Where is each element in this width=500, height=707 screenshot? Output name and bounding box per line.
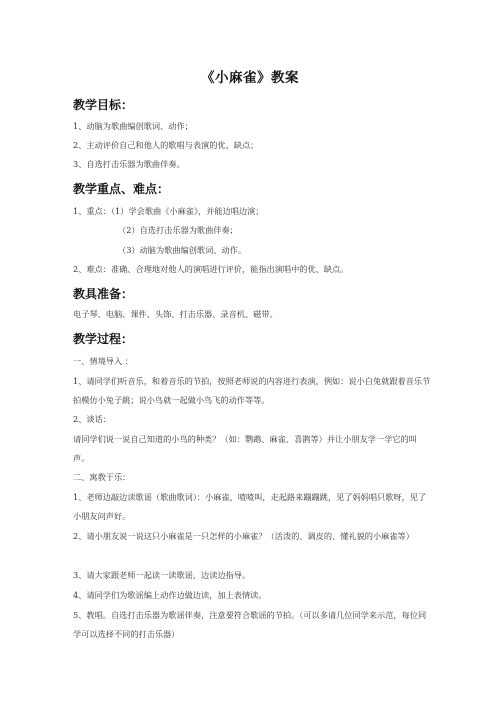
focus-item-2: 2、难点：准确、合理地对他人的演唱进行评价，能指出演唱中的优、缺点。 bbox=[73, 264, 349, 274]
heading-focus: 教学重点、难点： bbox=[73, 182, 170, 196]
process-section-2: 二、寓教于乐： bbox=[73, 472, 131, 482]
process-item-intro: 一、情境导入 ： bbox=[73, 356, 133, 366]
process-item-2: 2、谈话： bbox=[73, 414, 111, 424]
process-item-7: 5、教唱。自选打击乐器为歌谣伴奏，注意要符合歌谣的节拍。（可以多请几位同学来示范，每位同学可以选择不同的打击乐器） bbox=[73, 610, 427, 639]
process-item-3: 1、老师边敲边读歌谣（歌曲歌词）：小麻雀，喳喳叫，走起路来蹦蹦跳，见了妈妈唱只歌呀，见了小朋友问声好。 bbox=[73, 492, 427, 521]
process-item-1: 1、请同学们听音乐，和着音乐的节拍，按照老师说的内容进行表演，例如：说小白兔就跟着音乐节拍模仿小兔子跳；说小鸟就一起做小鸟飞的动作等等。 bbox=[73, 376, 431, 405]
focus-item-1-sub2: （2）自选打击乐器为歌曲伴奏； bbox=[118, 225, 238, 235]
goal-item-3: 3、自选打击乐器为歌曲伴奏。 bbox=[73, 159, 185, 169]
process-item-6: 4、请同学们为歌谣编上动作边做边读，加上表情读。 bbox=[73, 590, 267, 600]
tools-text: 电子琴、电脑、课件、头饰、打击乐器、录音机、磁带。 bbox=[73, 309, 278, 319]
process-item-4: 2、请小朋友说一说这只小麻雀是一只怎样的小麻雀？（活泼的、调皮的、懂礼貌的小麻雀等） bbox=[73, 531, 414, 541]
process-item-2-text: 请同学们说一说自己知道的小鸟的种类？（如：鹦鹉、麻雀、喜鹊等）并让小朋友学一学它的叫声。 bbox=[73, 434, 417, 463]
focus-item-1-sub3: （3）动脑为歌曲编创歌词、动作。 bbox=[118, 245, 247, 255]
heading-process: 教学过程： bbox=[73, 332, 134, 346]
goal-item-1: 1、动脑为歌曲编创歌词、动作； bbox=[73, 121, 193, 131]
focus-item-1: 1、重点：（1）学会歌曲《小麻雀》，并能边唱边演； bbox=[73, 206, 264, 216]
process-item-5: 3、请大家跟老师一起读一读歌谣，边读边指导。 bbox=[73, 570, 251, 580]
heading-goals: 教学目标： bbox=[73, 98, 134, 112]
heading-tools: 教具准备： bbox=[73, 287, 134, 301]
goal-item-2: 2、主动评价自己和他人的歌唱与表演的优、缺点； bbox=[73, 140, 259, 150]
document-title: 《小麻雀》教案 bbox=[201, 70, 299, 86]
